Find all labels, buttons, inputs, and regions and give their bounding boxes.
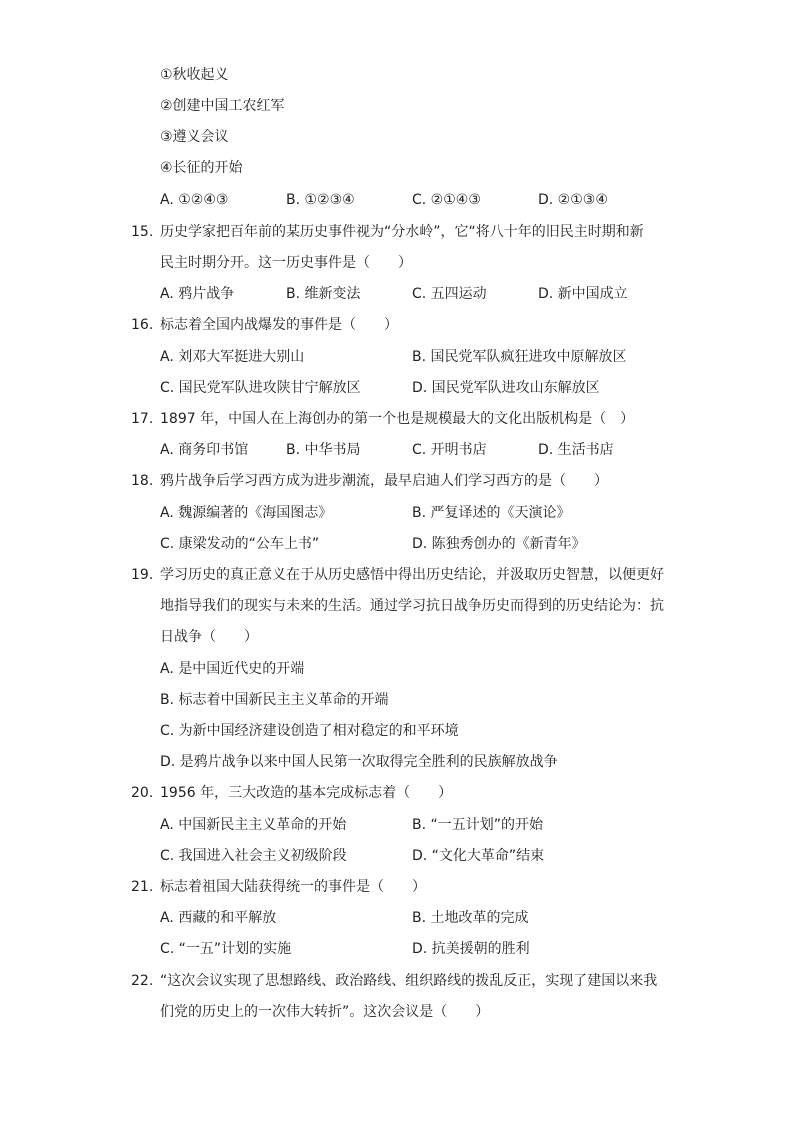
- question-text: 地指导我们的现实与未来的生活。通过学习抗日战争历史而得到的历史结论为：抗: [160, 598, 664, 614]
- option-c: C. 为新中国经济建设创造了相对稳定的和平环境: [160, 723, 459, 739]
- option-d: D. 陈独秀创办的《新青年》: [412, 536, 586, 552]
- question-number: 18.: [131, 473, 154, 489]
- question-number: 21.: [131, 879, 154, 895]
- question-text: 标志着全国内战爆发的事件是（ ）: [160, 317, 398, 333]
- question-text: 鸦片战争后学习西方成为进步潮流，最早启迪人们学习西方的是（ ）: [160, 473, 608, 489]
- option-a: A. 中国新民主主义革命的开始: [160, 817, 347, 833]
- option-a: A. 刘邓大军挺进大别山: [160, 349, 305, 365]
- option-b: B. 土地改革的完成: [412, 910, 529, 926]
- option-b: B. 严复译述的《天演论》: [412, 505, 571, 521]
- question-number: 17.: [131, 411, 154, 427]
- option-d: D. 抗美援朝的胜利: [412, 941, 530, 957]
- option-a: A. 西藏的和平解放: [160, 910, 277, 926]
- option-b: B. 标志着中国新民主主义革命的开端: [160, 692, 389, 708]
- list-item: ①秋收起义: [160, 67, 229, 83]
- option-a: A. 魏源编著的《海国图志》: [160, 505, 333, 521]
- question-text: 学习历史的真正意义在于从历史感悟中得出历史结论，并汲取历史智慧，以便更好: [160, 567, 664, 583]
- option-d: D. 生活书店: [538, 442, 614, 458]
- option-b: B. “一五计划”的开始: [412, 817, 544, 833]
- option-d: D. 新中国成立: [538, 286, 628, 302]
- option-d: D. “文化大革命”结束: [412, 848, 545, 864]
- question-number: 19.: [131, 567, 154, 583]
- list-item: ③遵义会议: [160, 129, 229, 145]
- option-c: C. 康梁发动的“公车上书”: [160, 536, 320, 552]
- option-d: D. 是鸦片战争以来中国人民第一次取得完全胜利的民族解放战争: [160, 754, 558, 770]
- option-c: C. 开明书店: [412, 442, 487, 458]
- question-text: 1897 年，中国人在上海创办的第一个也是规模最大的文化出版机构是（ ）: [160, 411, 635, 427]
- question-number: 20.: [131, 785, 154, 801]
- option-b: B. ①②③④: [286, 192, 355, 208]
- option-c: C. 国民党军队进攻陕甘宁解放区: [160, 380, 361, 396]
- option-c: C. ②①④③: [412, 192, 481, 208]
- question-text: 们党的历史上的一次伟大转折”。这次会议是（ ）: [160, 1004, 490, 1020]
- option-b: B. 中华书局: [286, 442, 361, 458]
- question-text: 历史学家把百年前的某历史事件视为“分水岭”，它“将八十年的旧民主时期和新: [160, 224, 644, 240]
- list-item: ②创建中国工农红军: [160, 98, 285, 114]
- question-number: 15.: [131, 224, 154, 240]
- option-d: D. 国民党军队进攻山东解放区: [412, 380, 600, 396]
- option-c: C. “一五”计划的实施: [160, 941, 292, 957]
- question-text: 民主时期分开。这一历史事件是（ ）: [160, 255, 412, 271]
- question-text: “这次会议实现了思想路线、政治路线、组织路线的拨乱反正，实现了建国以来我: [160, 973, 658, 989]
- list-item: ④长征的开始: [160, 160, 243, 176]
- option-a: A. 是中国近代史的开端: [160, 661, 305, 677]
- question-number: 16.: [131, 317, 154, 333]
- question-text: 1956 年，三大改造的基本完成标志着（ ）: [160, 785, 453, 801]
- option-a: A. ①②④③: [160, 192, 229, 208]
- option-c: C. 五四运动: [412, 286, 487, 302]
- option-b: B. 国民党军队疯狂进攻中原解放区: [412, 349, 627, 365]
- question-number: 22.: [131, 973, 154, 989]
- option-d: D. ②①③④: [538, 192, 608, 208]
- option-c: C. 我国进入社会主义初级阶段: [160, 848, 347, 864]
- option-b: B. 维新变法: [286, 286, 361, 302]
- option-a: A. 商务印书馆: [160, 442, 249, 458]
- question-text: 标志着祖国大陆获得统一的事件是（ ）: [160, 879, 426, 895]
- question-text: 日战争（ ）: [160, 629, 258, 645]
- option-a: A. 鸦片战争: [160, 286, 235, 302]
